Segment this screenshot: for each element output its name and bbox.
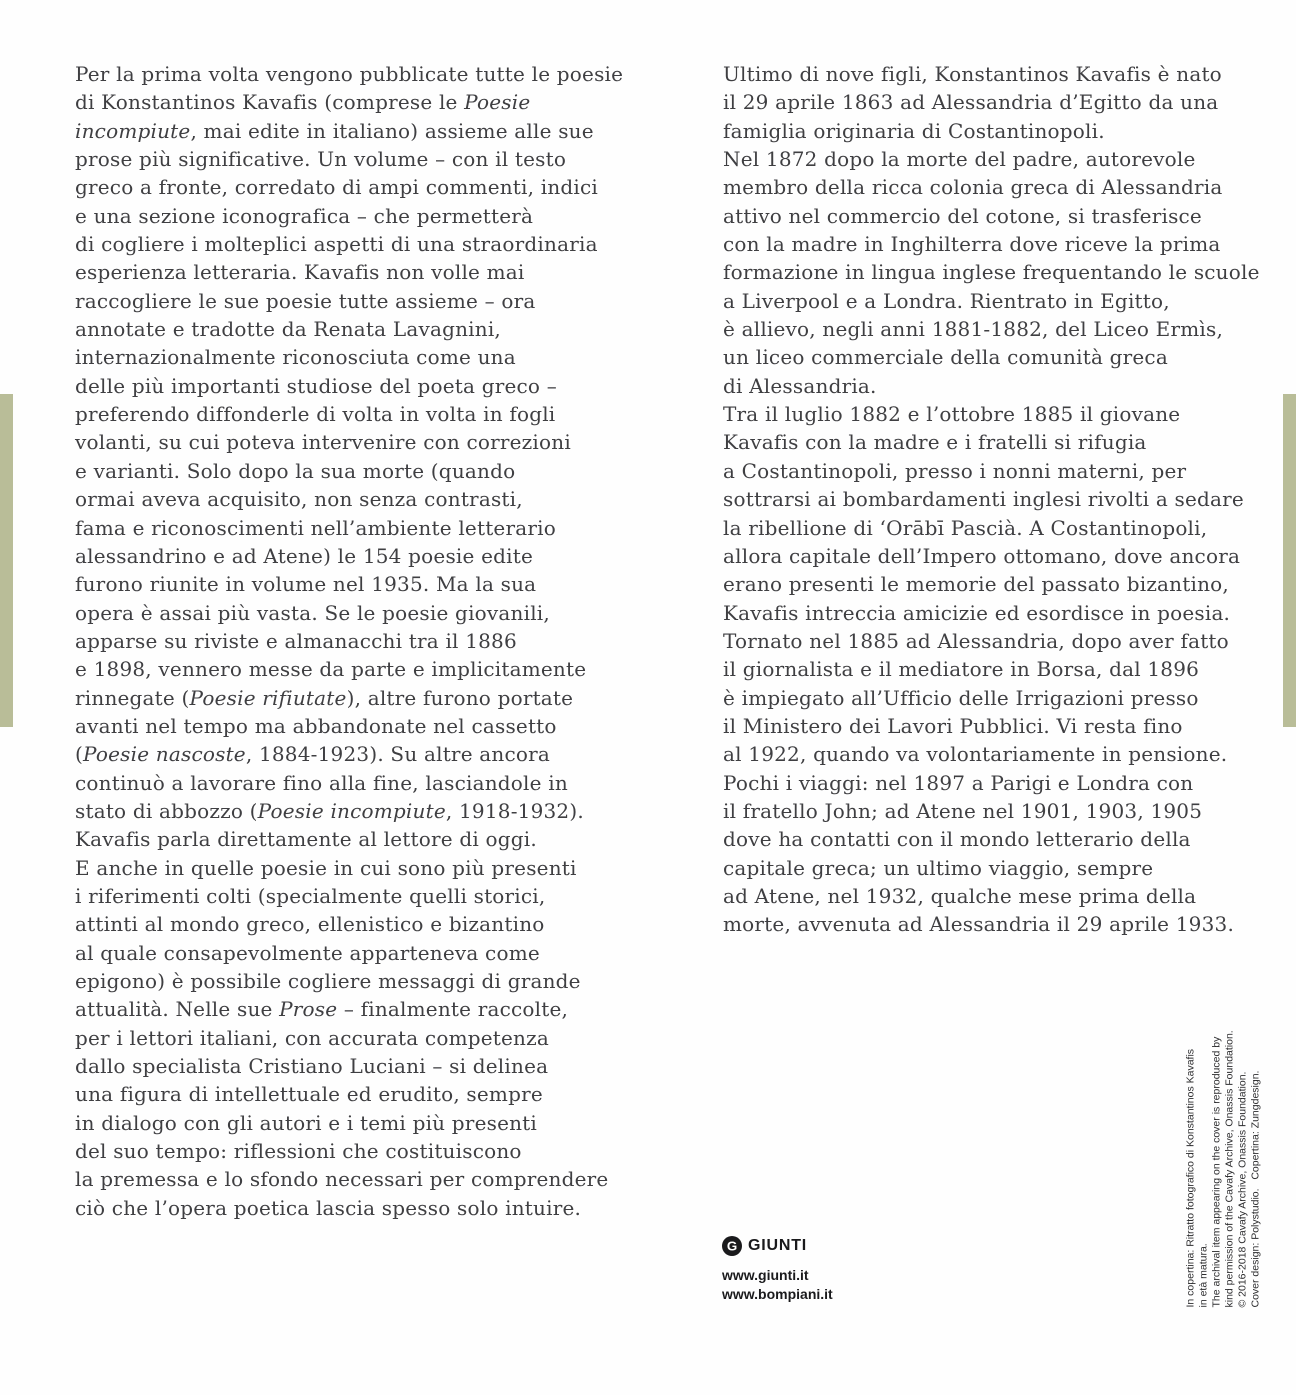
text-line: il 29 aprile 1863 ad Alessandria d’Egitto da una [723, 90, 1219, 115]
text-line: epigono) è possibile cogliere messaggi di grande [75, 969, 581, 993]
text-line: il fratello John; ad Atene nel 1901, 1903, 1905 [723, 798, 1203, 823]
text-line: Kavafis con la madre e i fratelli si rifugia [723, 430, 1147, 455]
text-line: di Alessandria. [723, 373, 877, 398]
text-line: un liceo commerciale della comunità greca [723, 345, 1168, 370]
text-line: fama e riconoscimenti nell’ambiente letterario [75, 515, 556, 540]
website-bompiani: www.bompiani.it [722, 1286, 833, 1302]
text-line: Tra il luglio 1882 e l’ottobre 1885 il giovane [723, 402, 1181, 427]
text-line: delle più importanti studiose del poeta greco – [75, 373, 557, 398]
text-line: sottrarsi ai bombardamenti inglesi rivolti a sedare [723, 487, 1244, 512]
text-line: attivo nel commercio del cotone, si trasferisce [723, 203, 1202, 228]
text-line: Kavafis intreccia amicizie ed esordisce in poesia. [723, 600, 1231, 625]
text-line: dove ha contatti con il mondo letterario della [723, 827, 1191, 852]
text-line: il giornalista e il mediatore in Borsa, dal 1896 [723, 657, 1200, 682]
text-line: allora capitale dell’Impero ottomano, dove ancora [723, 543, 1241, 568]
text-line: Pochi i viaggi: nel 1897 a Parigi e Londra con [723, 770, 1194, 795]
text-line: Cover design: Polystudio. Copertina: Zungdesign. [1249, 1070, 1262, 1308]
text-line: rinnegate (Poesie rifiutate), altre furono portate [75, 685, 574, 710]
text-line: morte, avvenuta ad Alessandria il 29 aprile 1933. [723, 912, 1235, 937]
text-line: dallo specialista Cristiano Luciani – si delinea [75, 1054, 549, 1079]
text-line: i riferimenti colti (specialmente quelli storici, [75, 883, 546, 908]
text-line: © 2016-2018 Cavafy Archive, Onassis Foundation. [1236, 1071, 1249, 1308]
text-line: con la madre in Inghilterra dove riceve la prima [723, 232, 1221, 257]
text-line: del suo tempo: riflessioni che costituiscono [75, 1139, 522, 1164]
text-line: capitale greca; un ultimo viaggio, sempre [723, 855, 1154, 880]
text-line: In copertina: Ritratto fotografico di Konstantinos Kavafis [1184, 1048, 1197, 1308]
text-line: e varianti. Solo dopo la sua morte (quando [75, 458, 516, 483]
cover-credits [1185, 1023, 1263, 1308]
text-line: volanti, su cui poteva intervenire con correzioni [75, 430, 571, 455]
text-line: a Costantinopoli, presso i nonni materni, per [723, 458, 1187, 483]
book-description-column [75, 60, 624, 1222]
text-line: la ribellione di ʻOrābī Pascià. A Costantinopoli, [723, 515, 1208, 540]
text-line: opera è assai più vasta. Se le poesie giovanili, [75, 600, 550, 625]
text-line: attualità. Nelle sue Prose – finalmente raccolte, [75, 997, 569, 1022]
text-line: (Poesie nascoste, 1884-1923). Su altre ancora [75, 742, 551, 767]
text-line: famiglia originaria di Costantinopoli. [723, 118, 1105, 143]
text-line: prose più significative. Un volume – con il testo [75, 147, 567, 172]
text-line: Tornato nel 1885 ad Alessandria, dopo aver fatto [723, 628, 1229, 653]
text-line: furono riunite in volume nel 1935. Ma la sua [75, 572, 537, 597]
text-line: The archival item appearing on the cover is reproduced by [1210, 1036, 1223, 1308]
text-line: il Ministero dei Lavori Pubblici. Vi resta fino [723, 713, 1183, 738]
text-line: annotate e tradotte da Renata Lavagnini, [75, 317, 501, 342]
text-line: internazionalmente riconosciuta come una [75, 345, 516, 370]
text-line: raccogliere le sue poesie tutte assieme – ora [75, 288, 536, 313]
text-line: è allievo, negli anni 1881-1882, del Liceo Ermìs, [723, 317, 1224, 342]
website-giunti: www.giunti.it [722, 1267, 809, 1283]
text-line: erano presenti le memorie del passato bizantino, [723, 572, 1229, 597]
spine-fold-strip-left [0, 394, 13, 727]
text-line: preferendo diffonderle di volta in volta in fogli [75, 402, 556, 427]
text-line: e 1898, vennero messe da parte e implicitamente [75, 657, 587, 682]
text-line: al quale consapevolmente apparteneva come [75, 940, 540, 965]
publisher-name: GIUNTI [748, 1237, 808, 1254]
text-line: ormai aveva acquisito, non senza contrasti, [75, 487, 523, 512]
text-line: Kavafis parla direttamente al lettore di oggi. [75, 827, 537, 852]
text-line: per i lettori italiani, con accurata competenza [75, 1025, 549, 1050]
text-line: e una sezione iconografica – che permetterà [75, 203, 534, 228]
text-line: una figura di intellettuale ed erudito, sempre [75, 1082, 543, 1107]
spine-fold-strip-right [1283, 394, 1296, 727]
text-line: di Konstantinos Kavafis (comprese le Poesie [75, 90, 531, 115]
text-line: attinti al mondo greco, ellenistico e bizantino [75, 912, 545, 937]
text-line: alessandrino e ad Atene) le 154 poesie edite [75, 543, 534, 568]
text-line: Nel 1872 dopo la morte del padre, autorevole [723, 147, 1196, 172]
publisher-logo [722, 1236, 833, 1256]
text-line: avanti nel tempo ma abbandonate nel cassetto [75, 713, 557, 738]
text-line: è impiegato all’Ufficio delle Irrigazioni presso [723, 685, 1199, 710]
author-biography-column [723, 60, 1260, 939]
giunti-g-icon [722, 1236, 742, 1256]
text-line: incompiute, mai edite in italiano) assieme alle sue [75, 118, 594, 143]
text-line: esperienza letteraria. Kavafis non volle mai [75, 260, 525, 285]
text-line: continuò a lavorare fino alla fine, lasciandole in [75, 770, 568, 795]
text-line: E anche in quelle poesie in cui sono più presenti [75, 855, 577, 880]
text-line: la premessa e lo sfondo necessari per comprendere [75, 1167, 609, 1192]
text-line: formazione in lingua inglese frequentando le scuole [723, 260, 1260, 285]
text-line: in età matura. [1197, 1243, 1210, 1308]
text-line: a Liverpool e a Londra. Rientrato in Egitto, [723, 288, 1170, 313]
svg-text:G: G [726, 1238, 738, 1254]
text-line: ad Atene, nel 1932, qualche mese prima della [723, 883, 1197, 908]
text-line: al 1922, quando va volontariamente in pensione. [723, 742, 1228, 767]
text-line: Per la prima volta vengono pubblicate tutte le poesie [75, 62, 624, 86]
text-line: kind permission of the Cavafy Archive, Onassis Foundation. [1223, 1030, 1236, 1308]
text-line: apparse su riviste e almanacchi tra il 1886 [75, 628, 517, 653]
text-line: stato di abbozzo (Poesie incompiute, 1918-1932). [75, 798, 584, 823]
text-line: in dialogo con gli autori e i temi più presenti [75, 1110, 538, 1135]
text-line: ciò che l’opera poetica lascia spesso solo intuire. [75, 1195, 582, 1220]
publisher-block [722, 1236, 833, 1304]
text-line: di cogliere i molteplici aspetti di una straordinaria [75, 232, 598, 257]
publisher-websites [722, 1266, 833, 1304]
text-line: Ultimo di nove figli, Konstantinos Kavafis è nato [723, 62, 1222, 86]
text-line: greco a fronte, corredato di ampi commenti, indici [75, 175, 599, 200]
text-line: membro della ricca colonia greca di Alessandria [723, 175, 1223, 200]
